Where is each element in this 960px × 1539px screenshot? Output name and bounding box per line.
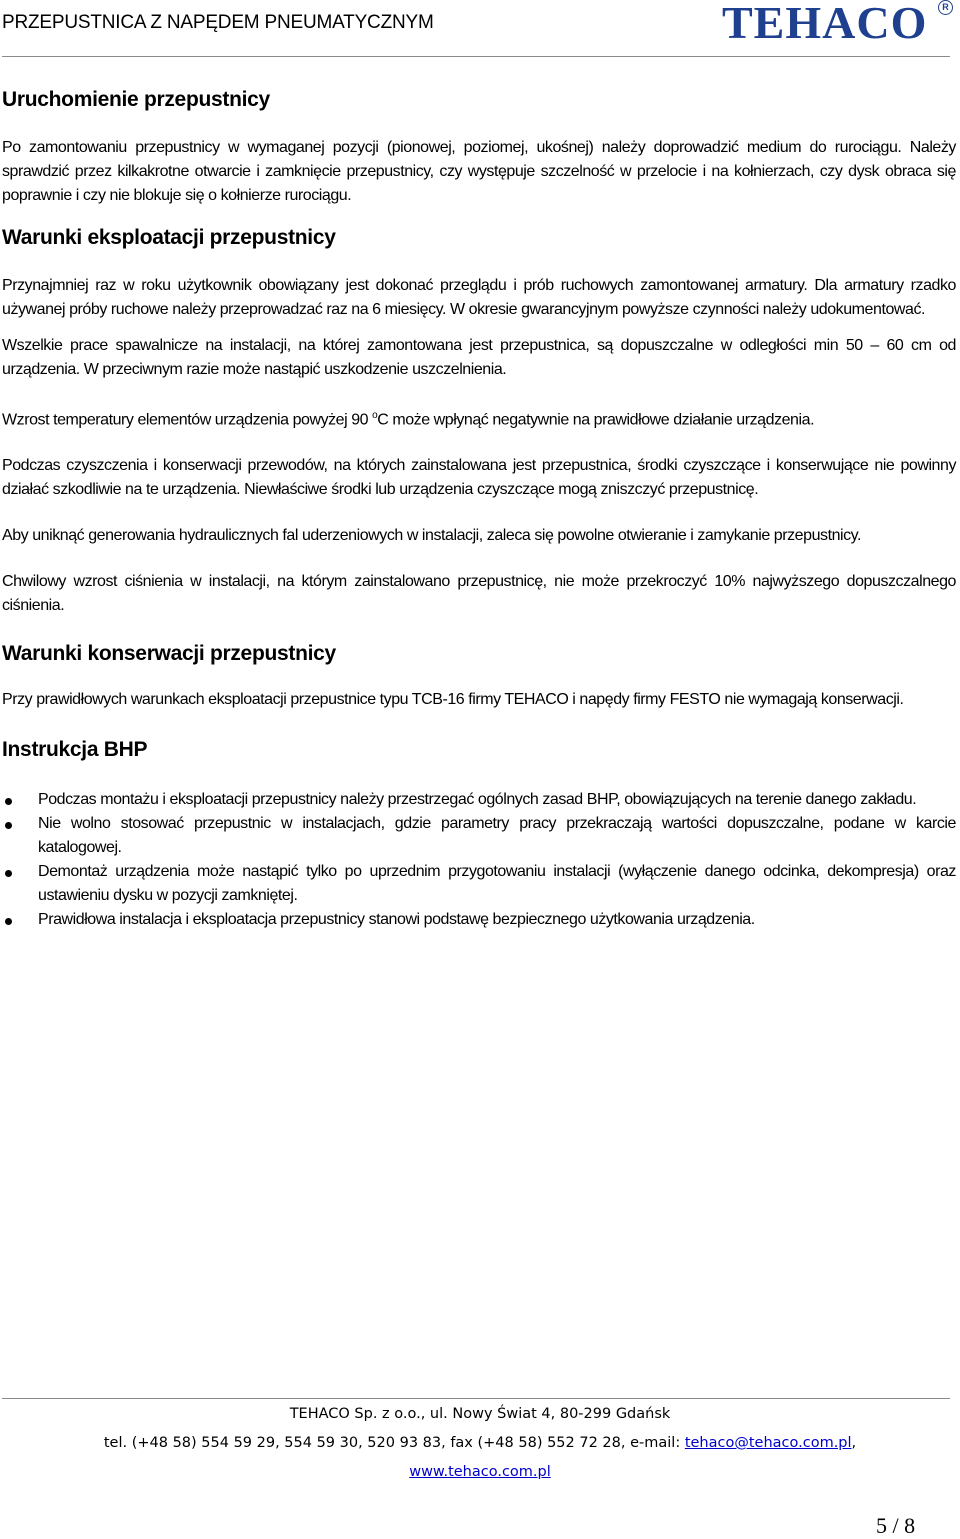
- list-item: [2, 812, 956, 860]
- list-item-text: Nie wolno stosować przepustnic w instalacjach, gdzie parametry pracy przekraczają wartości dopuszczalne, podane w karcie katalogowej.: [38, 815, 956, 857]
- list-item: [2, 908, 956, 932]
- heading-warunki-eksploatacji: Warunki eksploatacji przepustnicy: [2, 226, 336, 249]
- degree-symbol: o: [372, 410, 378, 421]
- paragraph-welding: Wszelkie prace spawalnicze na instalacji, na której zamontowana jest przepustnica, są dopuszczalne w odległości min 50 – 60 cm od urządzenia. W przeciwnym razie może nastąpić uszkodzenie uszczelnienia.: [2, 337, 956, 378]
- paragraph-temperature: [2, 404, 956, 432]
- paragraph-water-hammer: Aby uniknąć generowania hydraulicznych fal uderzeniowych w instalacji, zaleca się powolne otwieranie i zamykanie przepustnicy.: [2, 527, 862, 545]
- bullet-icon: [5, 798, 12, 805]
- list-item: [2, 860, 956, 908]
- heading-uruchomienie: Uruchomienie przepustnicy: [2, 88, 270, 111]
- tehaco-logo: TEHACO: [722, 0, 928, 48]
- bhp-list: [2, 788, 956, 932]
- list-item-text: Podczas montażu i eksploatacji przepustnicy należy przestrzegać ogólnych zasad BHP, obowiązujących na terenie danego zakładu.: [38, 791, 917, 809]
- header-divider: [2, 56, 950, 57]
- document-body: [2, 86, 956, 932]
- footer-address: TEHACO Sp. z o.o., ul. Nowy Świat 4, 80-299 Gdańsk: [289, 1406, 671, 1422]
- website-link[interactable]: www.tehaco.com.pl: [409, 1464, 551, 1480]
- temperature-text-end: C może wpłynąć negatywnie na prawidłowe działanie urządzenia.: [377, 411, 815, 429]
- list-item-text: Prawidłowa instalacja i eksploatacja przepustnicy stanowi podstawę bezpiecznego użytkowania urządzenia.: [38, 911, 755, 929]
- bullet-icon: [5, 918, 12, 925]
- list-item: [2, 788, 956, 812]
- heading-warunki-konserwacji: Warunki konserwacji przepustnicy: [2, 642, 336, 666]
- paragraph-pressure: Chwilowy wzrost ciśnienia w instalacji, na którym zainstalowano przepustnicę, nie może przekroczyć 10% najwyższego dopuszczalnego ciśnienia.: [2, 573, 956, 615]
- heading-instrukcja-bhp: Instrukcja BHP: [2, 738, 148, 762]
- footer-phones: tel. (+48 58) 554 59 29, 554 59 30, 520 93 83, fax (+48 58) 552 72 28, e-mail:: [103, 1435, 685, 1451]
- registered-mark-icon: R: [938, 0, 953, 15]
- paragraph-cleaning: Podczas czyszczenia i konserwacji przewodów, na których zainstalowana jest przepustnica, środki czyszczące i konserwujące nie powinny działać szkodliwie na te urządzenia. Niewłaściwe środki lub urządzenia czyszczące mogą zniszczyć przepustnicę.: [2, 457, 956, 499]
- footer-website-line: [0, 1464, 960, 1480]
- footer-divider: [2, 1398, 950, 1399]
- footer-email-suffix: ,: [851, 1435, 857, 1451]
- paragraph-inspection: Przynajmniej raz w roku użytkownik obowiązany jest dokonać przeglądu i prób ruchowych zamontowanej armatury. Dla armatury rzadko używanej próby ruchowe należy przeprowadzać raz na 6 miesięcy. W okresie gwarancyjnym powyższe czynności należy udokumentować.: [2, 277, 956, 318]
- document-header-title: PRZEPUSTNICA Z NAPĘDEM PNEUMATYCZNYM: [2, 12, 434, 33]
- temperature-text-start: Wzrost temperatury elementów urządzenia powyżej 90: [2, 411, 373, 429]
- list-item-text: Demontaż urządzenia może nastąpić tylko po uprzednim przygotowaniu instalacji (wyłączenie danego odcinka, dekompresja) oraz ustawieniu dysku w pozycji zamkniętej.: [38, 863, 956, 905]
- bullet-icon: [5, 870, 12, 877]
- bullet-icon: [5, 822, 12, 829]
- paragraph-maintenance: Przy prawidłowych warunkach eksploatacji przepustnice typu TCB-16 firmy TEHACO i napędy firmy FESTO nie wymagają konserwacji.: [2, 691, 904, 709]
- email-link[interactable]: tehaco@tehaco.com.pl: [684, 1435, 852, 1451]
- footer-contact: [0, 1435, 960, 1451]
- page-number: 5 / 8: [876, 1513, 916, 1538]
- paragraph-startup: Po zamontowaniu przepustnicy w wymaganej pozycji (pionowej, poziomej, ukośnej) należy doprowadzić medium do rurociągu. Należy sprawdzić przez kilkakrotne otwarcie i zamknięcie przepustnicy, czy występuje szczelność w przelocie i na kołnierzach, czy dysk obraca się poprawnie i czy nie blokuje się o kołnierze rurociągu.: [2, 139, 956, 204]
